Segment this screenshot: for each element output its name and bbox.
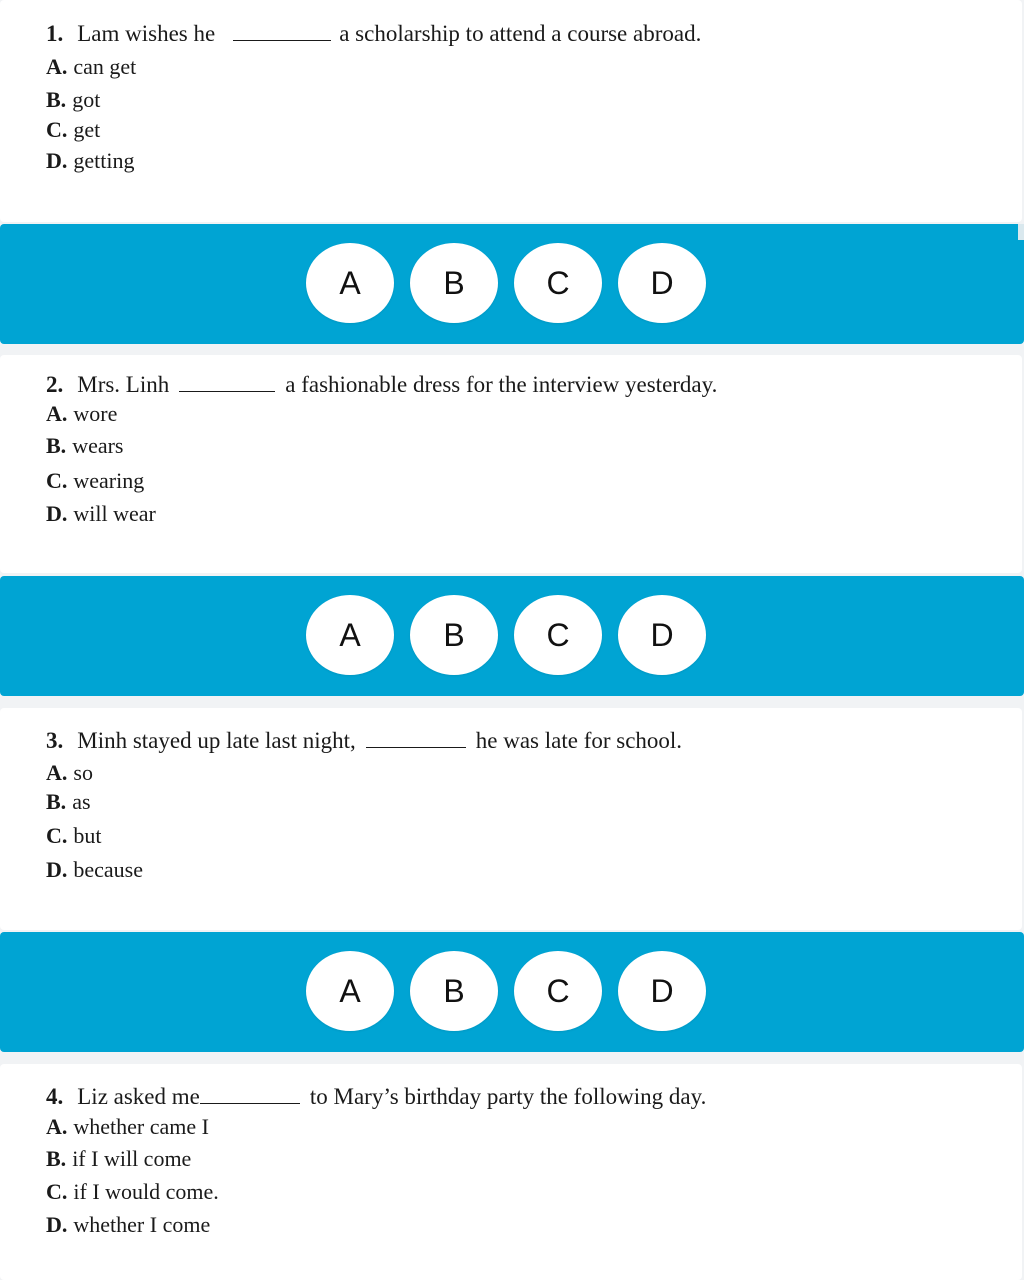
option-letter: C. — [46, 1179, 68, 1204]
question-card-1 — [0, 0, 1022, 222]
option-letter: B. — [46, 1146, 67, 1171]
option-text: if I will come — [72, 1146, 192, 1171]
option-text: so — [73, 760, 93, 785]
option-letter: B. — [46, 87, 67, 112]
question-number: 4. — [46, 1084, 64, 1109]
answer-bar-2 — [0, 576, 1024, 696]
choice-a-button[interactable]: A — [306, 595, 394, 675]
option-letter: A. — [46, 760, 68, 785]
option-c — [46, 467, 144, 495]
answer-bar-3 — [0, 932, 1024, 1052]
question-stem — [46, 1082, 706, 1112]
option-c — [46, 116, 100, 144]
option-d — [46, 1211, 210, 1239]
question-card-2 — [0, 355, 1022, 573]
option-a — [46, 400, 117, 428]
option-a — [46, 759, 93, 787]
option-b — [46, 432, 124, 460]
choice-a-button[interactable]: A — [306, 243, 394, 323]
answer-blank — [233, 22, 331, 41]
option-b — [46, 86, 100, 114]
choice-a-button[interactable]: A — [306, 951, 394, 1031]
choice-c-button[interactable]: C — [514, 243, 602, 323]
option-text: will wear — [73, 501, 156, 526]
stem-after: a fashionable dress for the interview yesterday. — [285, 372, 718, 397]
answer-blank — [179, 373, 275, 392]
option-text: as — [72, 789, 91, 814]
choice-c-button[interactable]: C — [514, 951, 602, 1031]
option-letter: C. — [46, 117, 68, 142]
answer-choices — [306, 243, 706, 323]
question-stem — [46, 370, 717, 400]
option-text: wore — [73, 401, 118, 426]
stem-before: Minh stayed up late last night, — [77, 728, 356, 753]
option-letter: C. — [46, 468, 68, 493]
stem-before: Mrs. Linh — [77, 372, 170, 397]
answer-blank — [200, 1085, 300, 1104]
option-letter: D. — [46, 148, 68, 173]
stem-after: to Mary’s birthday party the following day. — [309, 1084, 707, 1109]
answer-choices — [306, 595, 706, 675]
bar-edge — [1018, 224, 1024, 240]
question-number: 3. — [46, 728, 64, 753]
question-number: 1. — [46, 21, 64, 46]
question-stem — [46, 19, 701, 49]
stem-before: Lam wishes he — [77, 21, 216, 46]
option-letter: D. — [46, 501, 68, 526]
option-d — [46, 500, 156, 528]
option-letter: B. — [46, 789, 67, 814]
option-b — [46, 1145, 191, 1173]
choice-b-button[interactable]: B — [410, 951, 498, 1031]
choice-d-button[interactable]: D — [618, 595, 706, 675]
stem-after: he was late for school. — [475, 728, 683, 753]
question-stem — [46, 726, 682, 756]
option-d — [46, 856, 143, 884]
answer-choices — [306, 951, 706, 1031]
option-a — [46, 1113, 209, 1141]
option-letter: A. — [46, 54, 68, 79]
choice-b-button[interactable]: B — [410, 243, 498, 323]
option-text: get — [73, 117, 101, 142]
option-text: can get — [73, 54, 137, 79]
option-text: if I would come. — [73, 1179, 219, 1204]
question-card-4 — [0, 1064, 1022, 1280]
stem-after: a scholarship to attend a course abroad. — [339, 21, 702, 46]
option-text: wears — [72, 433, 124, 458]
option-d — [46, 147, 135, 175]
option-text: wearing — [73, 468, 145, 493]
question-card-3 — [0, 708, 1022, 930]
option-c — [46, 822, 102, 850]
option-letter: A. — [46, 401, 68, 426]
option-text: but — [73, 823, 102, 848]
choice-d-button[interactable]: D — [618, 951, 706, 1031]
option-c — [46, 1178, 219, 1206]
option-letter: A. — [46, 1114, 68, 1139]
answer-blank — [366, 729, 466, 748]
choice-b-button[interactable]: B — [410, 595, 498, 675]
option-b — [46, 788, 91, 816]
option-text: because — [73, 857, 144, 882]
choice-d-button[interactable]: D — [618, 243, 706, 323]
choice-c-button[interactable]: C — [514, 595, 602, 675]
option-text: whether came I — [73, 1114, 209, 1139]
option-text: whether I come — [73, 1212, 211, 1237]
option-text: got — [72, 87, 101, 112]
option-a — [46, 53, 136, 81]
option-letter: C. — [46, 823, 68, 848]
option-text: getting — [73, 148, 135, 173]
stem-before: Liz asked me — [77, 1084, 200, 1109]
option-letter: D. — [46, 857, 68, 882]
option-letter: D. — [46, 1212, 68, 1237]
question-number: 2. — [46, 372, 64, 397]
option-letter: B. — [46, 433, 67, 458]
answer-bar-1 — [0, 224, 1024, 344]
